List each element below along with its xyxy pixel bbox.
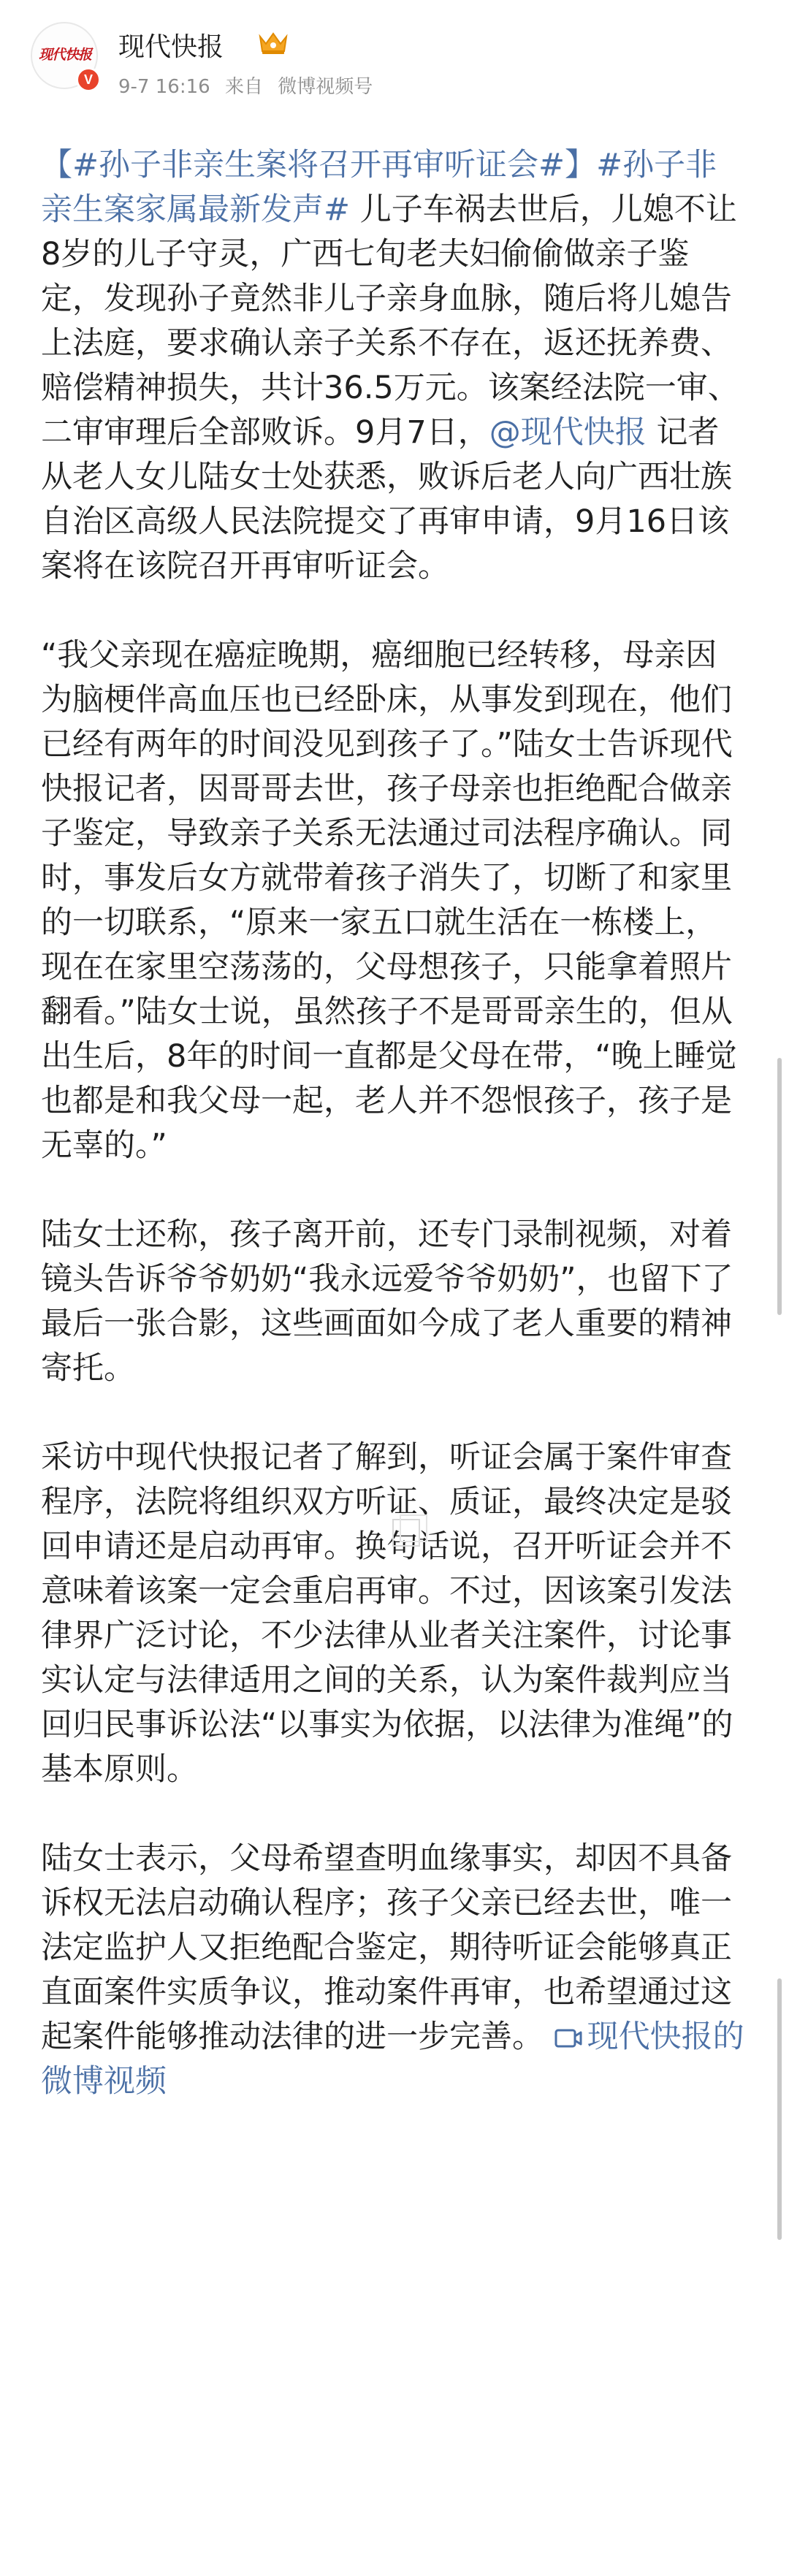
post-paragraph-3: 陆女士还称，孩子离开前，还专门录制视频，对着镜头告诉爷爷奶奶“我永远爱爷爷奶奶”，也留下了最后一张合影，这些画面如今成了老人重要的精神寄托。 [41,1216,733,1387]
post-paragraph-2: “我父亲现在癌症晚期，癌细胞已经转移，母亲因为脑梗伴高血压也已经卧床，从事发到现在，他们已经有两年的时间没见到孩子了。”陆女士告诉现代快报记者，因哥哥去世，孩子母亲也拒绝配合做亲子鉴定，导致亲子关系无法通过司法程序确认。同时，事发后女方就带着孩子消失了，切断了和家里的一切联系，“原来一家五口就生活在一栋楼上，现在在家里空荡荡的，父母想孩子，只能拿着照片翻看。”陆女士说，虽然孩子不是哥哥亲生的，但从出生后，8年的时间一直都是父母在带，“晚上睡觉也都是和我父母一起，老人并不怨恨孩子，孩子是无辜的。” [41,637,737,1164]
paragraph-text: 儿子车祸去世后，儿媳不让8岁的儿子守灵，广西七旬老夫妇偷偷做亲子鉴定，发现孙子竟然非儿子亲身血脉，随后将儿媳告上法庭，要求确认亲子关系不存在，返还抚养费、赔偿精神损失，共计36.5万元。该案经法院一审、二审审理后全部败诉。9月7日， [41,191,739,451]
scrollbar[interactable] [777,1978,782,2240]
paragraph-text: 记者从老人女儿陆女士处获悉，败诉后老人向广西壮族自治区高级人民法院提交了再审申请，9月16日该案将在该院召开再审听证会。 [41,414,732,584]
post-meta [118,72,381,99]
post-paragraph-4: 采访中现代快报记者了解到，听证会属于案件审查程序，法院将组织双方听证、质证，最终决定是驳回申请还是启动再审。换句话说，召开听证会并不意味着该案一定会重启再审。不过，因该案引发法律界广泛讨论，不少法律从业者关注案件，讨论事实认定与法律适用之间的关系，认为案件裁判应当回归民事诉讼法“以事实为依据，以法律为准绳”的基本原则。 [41,1439,733,1788]
post-source[interactable]: 微博视频号 [278,76,373,98]
video-link-icon [554,2027,583,2049]
post-body [41,143,748,2104]
source-prefix: 来自 [224,76,263,98]
avatar-logo-text: 现代快报 [38,47,91,63]
post-time: 9-7 16:16 [118,76,210,98]
post-paragraph-1 [41,143,748,589]
verified-badge-icon [76,67,101,92]
username[interactable]: 现代快报 [118,32,224,62]
mention-link[interactable]: @现代快报 [489,414,647,451]
topic-link[interactable]: 【#孙子非亲生案将召开再审听证会#】 [41,147,597,183]
watermark-icon [390,1514,428,1552]
post-paragraph-5 [41,1837,748,2104]
scrollbar[interactable] [777,1058,782,1315]
crown-level-icon[interactable] [257,29,289,56]
post-header [0,0,789,124]
topic-link[interactable]: #孙子非亲生案家属最新发声# [41,147,717,228]
paragraph-text: 陆女士表示，父母希望查明血缘事实，却因不具备诉权无法启动确认程序；孩子父亲已经去世，唯一法定监护人又拒绝配合鉴定，期待听证会能够真正直面案件实质争议，推动案件再审，也希望通过这起案件能够推动法律的进一步完善。 [41,1840,732,2055]
video-link-label: 现代快报的微博视频 [41,2019,744,2100]
verified-badge-label: V [83,72,93,87]
